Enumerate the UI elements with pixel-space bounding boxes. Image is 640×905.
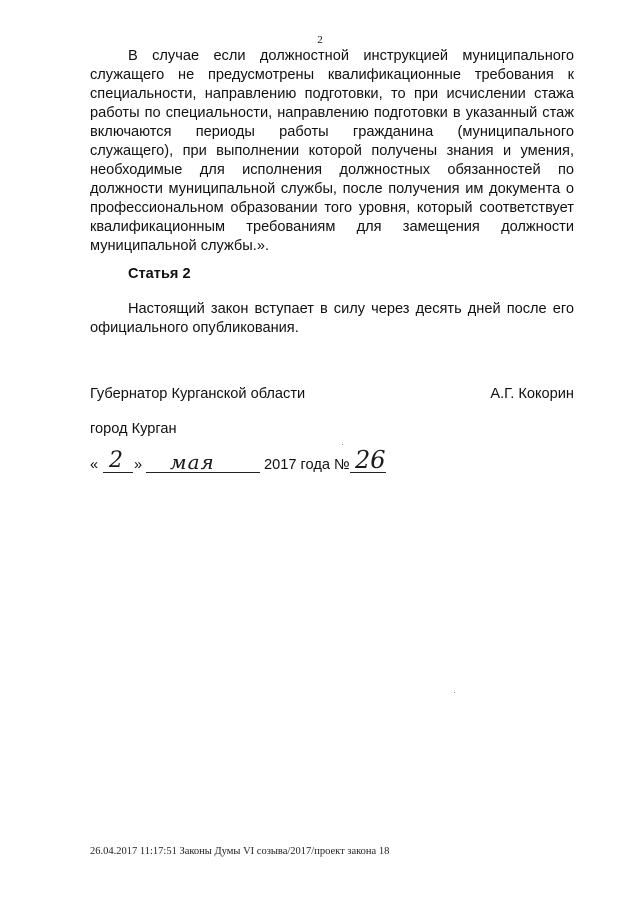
paragraph-article-2-text: Настоящий закон вступает в силу через десять дней после его официального опубликования.	[90, 301, 574, 336]
footer-file-path: 26.04.2017 11:17:51 Законы Думы VI созыва/2017/проект закона 18	[90, 846, 390, 857]
date-quote-close: »	[134, 457, 143, 473]
handwritten-month: мая	[170, 450, 215, 474]
city: город Курган	[90, 421, 177, 437]
signatory-name: А.Г. Кокорин	[490, 386, 574, 402]
handwritten-day: 2	[109, 448, 123, 473]
scan-speck	[342, 444, 343, 445]
signature-block	[90, 386, 574, 402]
scan-speck	[454, 692, 455, 693]
article-title: Статья 2	[128, 266, 191, 282]
paragraph-article-1-text: В случае если должностной инструкцией муниципального служащего не предусмотрены квалификационные требования к специальности, направлению подготовки, то при исчислении стажа работы по специальности, направлению подготовки в указанный стаж включаются периоды работы гражданина (муниципального служащего), при выполнении которой получены знания и умения, необходимые для исполнения должностных обязанностей по должности муниципальной службы, после получения им документа о профессиональном образовании того уровня, который соответствует квалификационным требованиям для замещения должности муниципальной службы.».	[90, 48, 574, 254]
page-number: 2	[317, 34, 323, 46]
year-and-number-label: 2017 года №	[264, 457, 350, 473]
signatory-position: Губернатор Курганской области	[90, 386, 306, 402]
date-quote-open: «	[90, 457, 99, 473]
handwritten-law-number: 26	[355, 446, 386, 474]
